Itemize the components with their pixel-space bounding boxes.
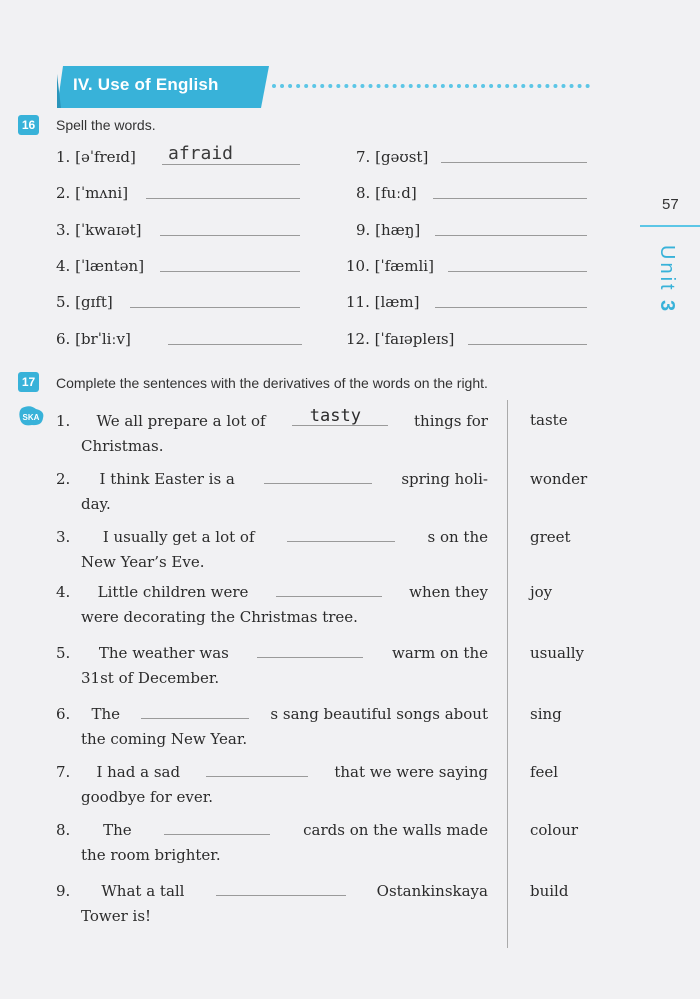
- spell-item-6: 6. [brˈliːv]: [56, 330, 131, 348]
- exercise-16-number: 16: [18, 115, 39, 135]
- sentence-4: 4. Little children were when they were decorating the Christmas tree.: [56, 583, 488, 626]
- spell-blank-11[interactable]: [435, 307, 587, 308]
- spell-item-10: 10. [ˈfæmli]: [346, 257, 434, 275]
- sentence-4-blank[interactable]: [276, 584, 382, 597]
- sentence-2-blank[interactable]: [264, 471, 372, 484]
- sentence-8: 8. The cards on the walls made the room brighter.: [56, 821, 488, 864]
- spell-blank-5[interactable]: [130, 307, 300, 308]
- spell-answer-1: afraid: [168, 143, 234, 164]
- word-5: usually: [530, 644, 585, 662]
- cd-track-badge: [18, 405, 46, 427]
- spell-blank-6[interactable]: [168, 344, 302, 345]
- side-tab-rule: [640, 225, 700, 227]
- sentence-5-blank[interactable]: [257, 645, 363, 658]
- spell-blank-12[interactable]: [468, 344, 587, 345]
- spell-item-11: 11. [læm]: [346, 293, 420, 311]
- word-2: wonder: [530, 470, 588, 488]
- sentence-7: 7. I had a sad that we were saying goodbye for ever.: [56, 763, 488, 806]
- exercise-17-instruction: Complete the sentences with the derivatives of the words on the right.: [56, 375, 488, 391]
- spell-blank-10[interactable]: [448, 271, 587, 272]
- spell-item-8: 8. [fuːd]: [356, 184, 417, 202]
- sentence-6: 6. The s sang beautiful songs about the coming New Year.: [56, 705, 488, 748]
- column-divider: [507, 400, 508, 948]
- word-3: greet: [530, 528, 571, 546]
- unit-number: 3: [656, 300, 678, 312]
- sentence-9-blank[interactable]: [216, 883, 346, 896]
- word-8: colour: [530, 821, 579, 839]
- spell-item-5: 5. [gɪft]: [56, 293, 113, 311]
- spell-item-3: 3. [ˈkwaɪət]: [56, 221, 142, 239]
- word-7: feel: [530, 763, 559, 781]
- sentence-7-blank[interactable]: [206, 764, 308, 777]
- spell-blank-2[interactable]: [146, 198, 300, 199]
- sentence-9: 9. What a tall Ostankinskaya Tower is!: [56, 882, 488, 925]
- section-title: IV. Use of English: [73, 75, 219, 94]
- word-4: joy: [530, 583, 553, 601]
- sentence-5: 5. The weather was warm on the 31st of December.: [56, 644, 488, 687]
- spell-item-12: 12. [ˈfaɪəpleɪs]: [346, 330, 455, 348]
- unit-label: Unit: [656, 245, 678, 293]
- sentence-3: 3. I usually get a lot of s on the New Year’s Eve.: [56, 528, 488, 571]
- spell-blank-7[interactable]: [441, 162, 587, 163]
- sentence-8-blank[interactable]: [164, 822, 270, 835]
- sentence-3-blank[interactable]: [287, 529, 395, 542]
- spell-item-9: 9. [hæŋ]: [356, 221, 421, 239]
- spell-blank-9[interactable]: [435, 235, 587, 236]
- unit-tab: [655, 245, 695, 335]
- header-dotted-rule: [272, 84, 590, 88]
- word-6: sing: [530, 705, 562, 723]
- sentence-1-blank[interactable]: tasty: [292, 409, 388, 434]
- svg-text:SKA: SKA: [22, 413, 40, 422]
- word-1: taste: [530, 411, 568, 429]
- word-9: build: [530, 882, 569, 900]
- sentence-1: 1. We all prepare a lot of tasty things for Christmas.: [56, 406, 488, 455]
- exercise-16-instruction: Spell the words.: [56, 117, 156, 133]
- page-number: 57: [662, 196, 679, 213]
- spell-item-7: 7. [gəʊst]: [356, 148, 429, 166]
- spell-blank-1[interactable]: [162, 164, 300, 165]
- exercise-17-number: 17: [18, 372, 39, 392]
- spell-item-1: 1. [əˈfreɪd]: [56, 148, 136, 166]
- sentence-6-blank[interactable]: [141, 706, 249, 719]
- sentence-2: 2. I think Easter is a spring holi- day.: [56, 470, 488, 513]
- spell-item-4: 4. [ˈlæntən]: [56, 257, 145, 275]
- spell-blank-4[interactable]: [160, 271, 300, 272]
- spell-blank-8[interactable]: [433, 198, 587, 199]
- spell-blank-3[interactable]: [160, 235, 300, 236]
- spell-item-2: 2. [ˈmʌni]: [56, 184, 129, 202]
